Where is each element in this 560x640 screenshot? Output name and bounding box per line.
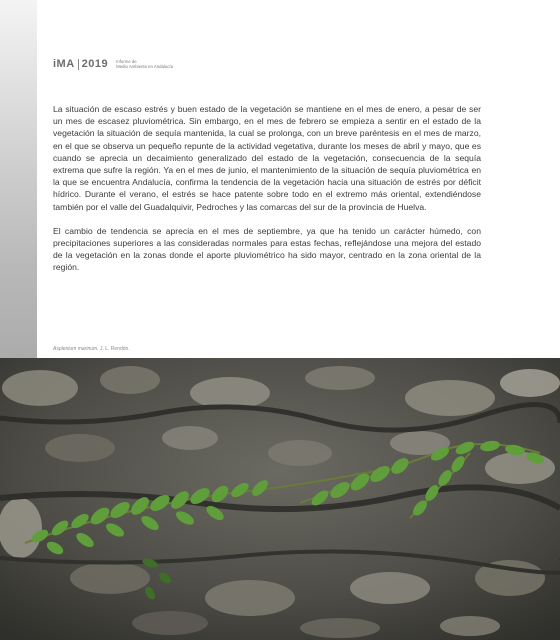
photo-caption xyxy=(53,346,130,352)
report-title-line1: Informe de xyxy=(116,59,137,64)
paragraph: La situación de escaso estrés y buen estado de la vegetación se mantiene en el mes de enero, a pesar de ser un mes de escasez pluviométrica. Sin embargo, en el mes de febrero se empieza a sentir en el estado de la vegetación la situación de sequía mantenida, la cual se prolonga, con un breve paréntesis en el mes de marzo, en el que se observa un pequeño repunte de la actividad vegetativa, durante los meses de abril y mayo, que es cuando se aprecia un decaimiento generalizado del estado de la vegetación, consecuencia de la sequía extrema que sufre la región. Ya en el mes de junio, el mantenimiento de la situación de sequía pluviométrica en la que se encuentra Andalucía, confirma la tendencia de la vegetación hacia una situación de estrés por déficit hídrico. Durante el verano, el estrés se hace patente sobre todo en el extremo más oriental, extendiéndose también por el valle del Guadalquivir, Pedroches y las comarcas del sur de la provincia de Huelva. xyxy=(53,104,481,212)
ima-logo xyxy=(53,58,108,70)
body-text xyxy=(53,103,481,286)
report-title-line2: Medio Ambiente en Andalucía xyxy=(116,64,174,69)
caption-species: Asplenium marinum. xyxy=(53,346,99,352)
photo-illustration xyxy=(0,358,560,640)
logo-text: iMA xyxy=(53,58,75,70)
fern-on-rock-photo xyxy=(0,358,560,640)
side-decorative-strip xyxy=(0,0,37,375)
page-header xyxy=(53,56,196,72)
logo-year: 2019 xyxy=(81,58,109,70)
caption-credit: J. L. Rendón. xyxy=(99,346,130,352)
paragraph: El cambio de tendencia se aprecia en el mes de septiembre, ya que ha tenido un carácter húmedo, con precipitaciones superiores a las consideradas normales para estas fechas, reflejándose una mejora del estado de la vegetación en la zonas donde el aporte pluviométrico ha sido mayor, centrado en la zona oriental de la región. xyxy=(53,225,481,273)
logo-divider xyxy=(78,59,79,70)
report-title xyxy=(116,59,196,69)
